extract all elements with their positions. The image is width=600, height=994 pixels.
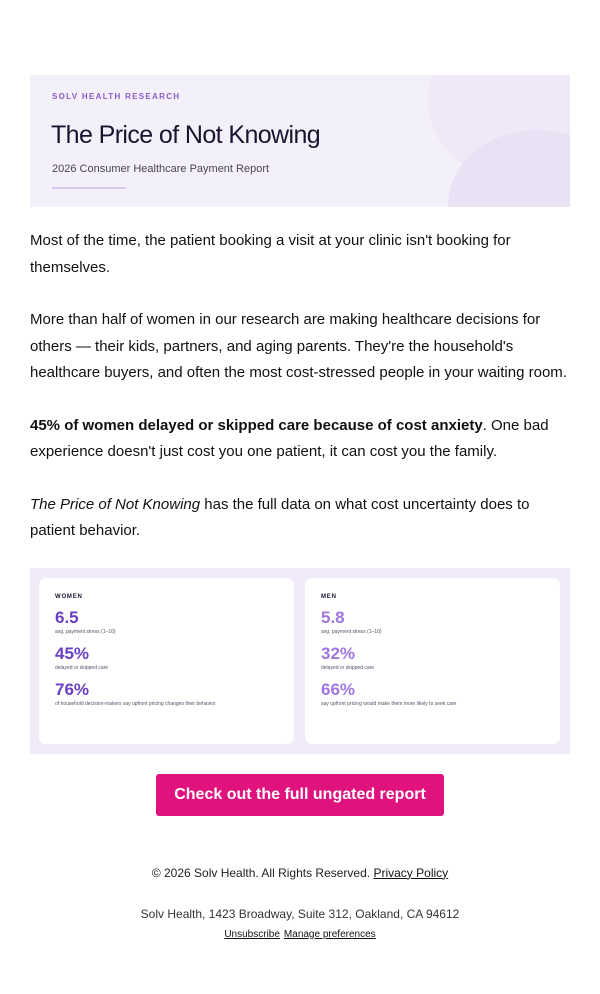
- stat-item: [55, 681, 278, 707]
- hero-title: The Price of Not Knowing: [51, 121, 321, 149]
- paragraph-text: has the full data on what cost uncertainty does to patient behavior.: [30, 495, 530, 539]
- stats-card-heading: WOMEN: [55, 593, 83, 600]
- copyright-line: [30, 866, 570, 880]
- hero-subtitle: 2026 Consumer Healthcare Payment Report: [52, 163, 270, 175]
- unsubscribe-link[interactable]: Unsubscribe: [224, 928, 280, 940]
- stat-item: [321, 609, 544, 635]
- stats-card-women: [39, 578, 294, 744]
- email-body: [30, 75, 570, 940]
- stat-item: [55, 645, 278, 671]
- paragraph-intro: Most of the time, the patient booking a visit at your clinic isn't booking for themselves.: [30, 232, 511, 276]
- highlight-stat: 45% of women delayed or skipped care because of cost anxiety: [30, 416, 483, 434]
- view-report-button[interactable]: Check out the full ungated report: [156, 774, 444, 816]
- stat-label: avg. payment stress (1–10): [55, 628, 116, 635]
- cta-row: [30, 774, 570, 816]
- stats-panel: [30, 568, 570, 754]
- paragraph-text: . One bad experience doesn't just cost you one patient, it can cost you the family.: [30, 416, 549, 460]
- paragraph-women-decisions: More than half of women in our research are making healthcare decisions for others — their kids, partners, and aging parents. They're the household's healthcare buyers, and often the most cost-stressed people in your waiting room.: [30, 311, 567, 381]
- stat-label: say upfront pricing would make them more likely to seek care: [321, 700, 457, 707]
- hero-eyebrow: SOLV HEALTH RESEARCH: [52, 92, 181, 101]
- stat-label: delayed or skipped care: [321, 664, 375, 671]
- stat-item: [321, 645, 544, 671]
- company-address: Solv Health, 1423 Broadway, Suite 312, Oakland, CA 94612: [140, 906, 460, 921]
- stat-label: avg. payment stress (1–10): [321, 628, 382, 635]
- manage-preferences-link[interactable]: Manage preferences: [283, 928, 376, 940]
- hero-banner: [30, 75, 570, 207]
- report-title: The Price of Not Knowing: [30, 495, 201, 513]
- stat-value: 6.5: [55, 607, 79, 627]
- stat-item: [321, 681, 544, 707]
- stat-item: [55, 609, 278, 635]
- body-copy: [30, 228, 570, 545]
- stat-label: delayed or skipped care: [55, 664, 109, 671]
- stat-value: 45%: [55, 643, 90, 663]
- stat-value: 32%: [321, 643, 356, 663]
- copyright-text: © 2026 Solv Health. All Rights Reserved.: [151, 865, 371, 880]
- stats-card-heading: MEN: [321, 593, 337, 600]
- privacy-policy-link[interactable]: Privacy Policy: [373, 865, 449, 880]
- stat-value: 5.8: [321, 607, 345, 627]
- email-footer: [30, 866, 570, 940]
- stat-value: 66%: [321, 679, 356, 699]
- stats-card-men: [305, 578, 560, 744]
- stat-label: of household decision-makers say upfront pricing changes their behavior: [55, 700, 216, 707]
- footer-links: [30, 929, 570, 940]
- paragraph-report-mention: [30, 492, 570, 545]
- paragraph-cost-anxiety: [30, 413, 570, 466]
- hero-divider: [52, 187, 126, 189]
- stat-value: 76%: [55, 679, 90, 699]
